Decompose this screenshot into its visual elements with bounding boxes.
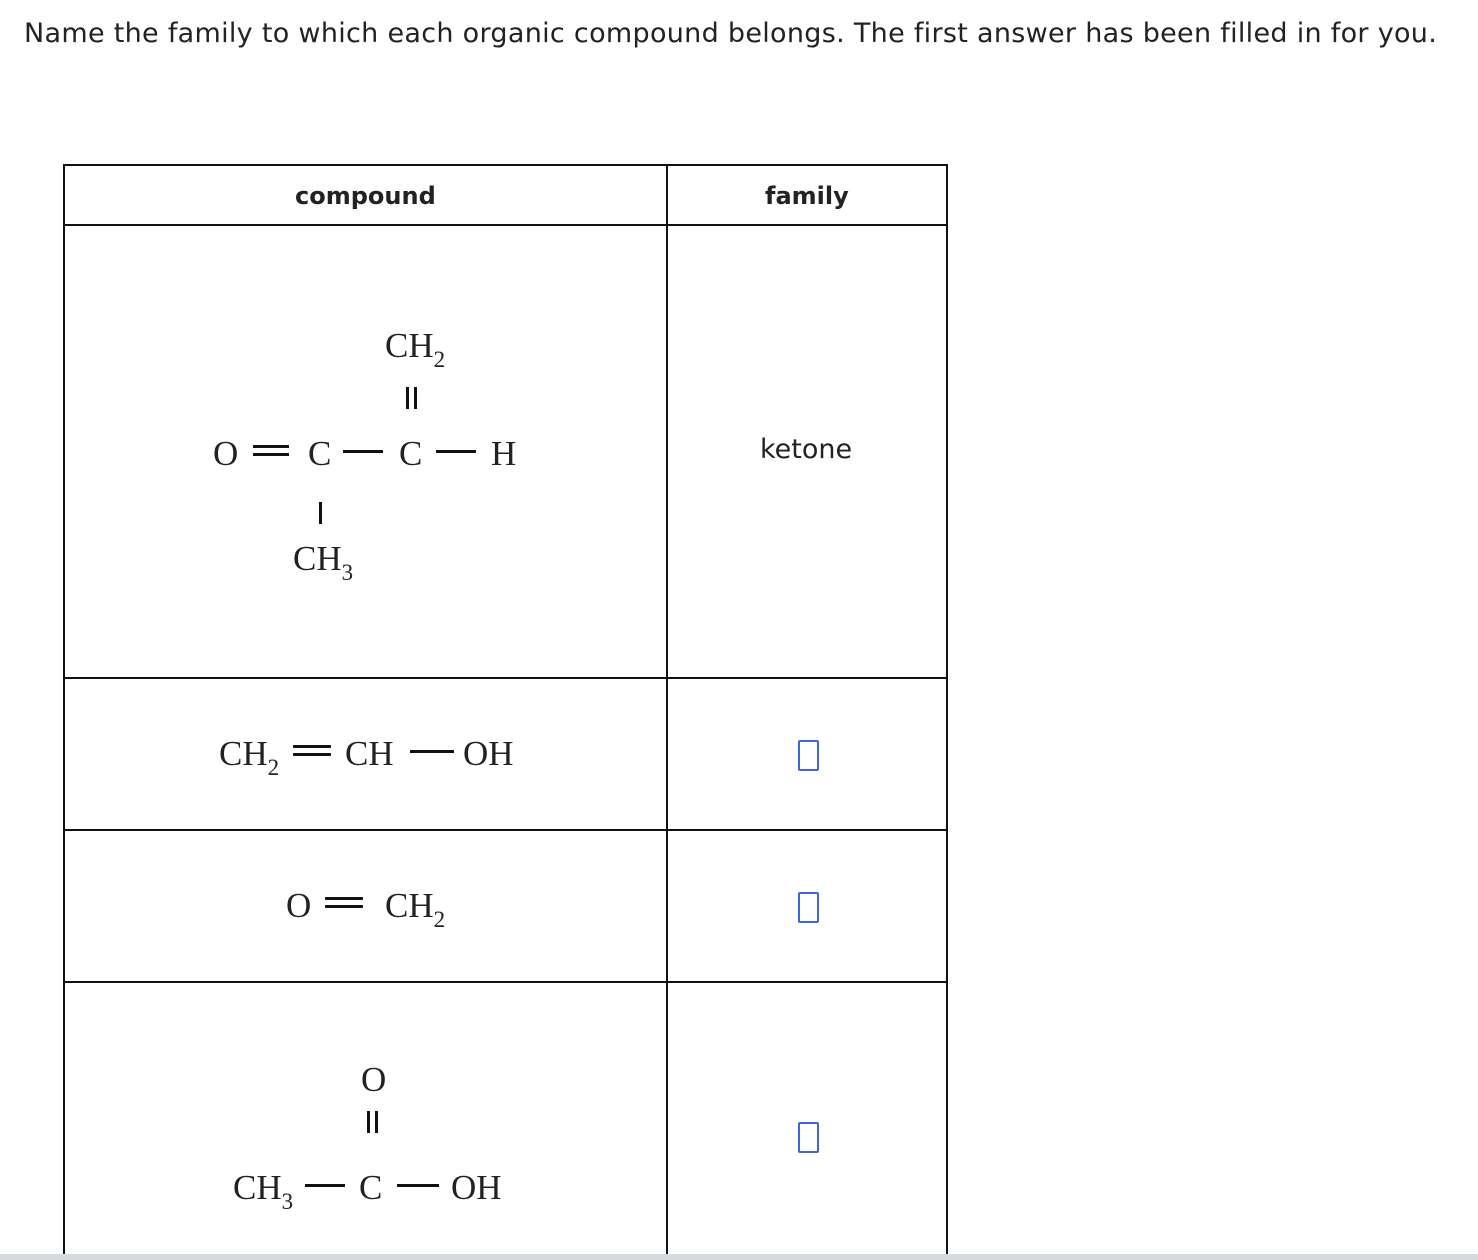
carbon-atom-2: C <box>399 434 423 473</box>
double-bond-right-stroke <box>414 387 417 409</box>
bottom-scroll-edge <box>0 1254 1478 1260</box>
row-divider-3 <box>65 981 946 983</box>
carbon-atom-1: C <box>308 434 332 473</box>
row-divider-1 <box>65 677 946 679</box>
double-bond-top <box>325 897 363 900</box>
row-divider-2 <box>65 829 946 831</box>
single-bond <box>343 450 383 453</box>
compound-family-table <box>63 164 948 1260</box>
ch2-group: $CH_2$ <box>219 734 280 780</box>
ch2-group: $CH_2$ <box>385 326 446 372</box>
header-divider <box>65 224 946 226</box>
single-bond <box>410 750 454 753</box>
ch3-group: $CH_3$ <box>293 539 354 585</box>
double-bond-top <box>253 445 289 448</box>
oxygen-atom: O <box>213 434 239 473</box>
single-bond <box>436 450 476 453</box>
double-bond-bottom <box>293 753 331 756</box>
family-answer-input-2[interactable] <box>798 740 819 771</box>
family-column-header: family <box>765 182 849 210</box>
double-bond-left-stroke <box>406 387 409 409</box>
double-bond-right-stroke <box>375 1111 378 1133</box>
family-answer-input-4[interactable] <box>798 1122 819 1153</box>
carbonyl-oxygen-atom: O <box>361 1060 387 1099</box>
single-bond <box>397 1184 439 1187</box>
family-answer-input-3[interactable] <box>798 892 819 923</box>
compound-column-header: compound <box>295 182 436 210</box>
double-bond-top <box>293 745 331 748</box>
hydrogen-atom: H <box>491 434 517 473</box>
family-answer-1: ketone <box>760 434 853 465</box>
ch2-group: $CH_2$ <box>385 886 446 932</box>
oxygen-atom: O <box>286 886 312 925</box>
ch-group: CH <box>345 734 394 773</box>
hydroxyl-group: OH <box>463 734 514 773</box>
vertical-single-bond <box>319 502 322 524</box>
column-divider <box>666 166 668 1260</box>
carbonyl-carbon-atom: C <box>359 1168 383 1207</box>
hydroxyl-group: OH <box>451 1168 502 1207</box>
instructions-text: Name the family to which each organic compound belongs. The first answer has been filled in for you. <box>24 18 1438 49</box>
double-bond-left-stroke <box>367 1111 370 1133</box>
double-bond-bottom <box>253 453 289 456</box>
ch3-group: $CH_3$ <box>233 1168 294 1214</box>
single-bond <box>305 1184 345 1187</box>
double-bond-bottom <box>325 905 363 908</box>
